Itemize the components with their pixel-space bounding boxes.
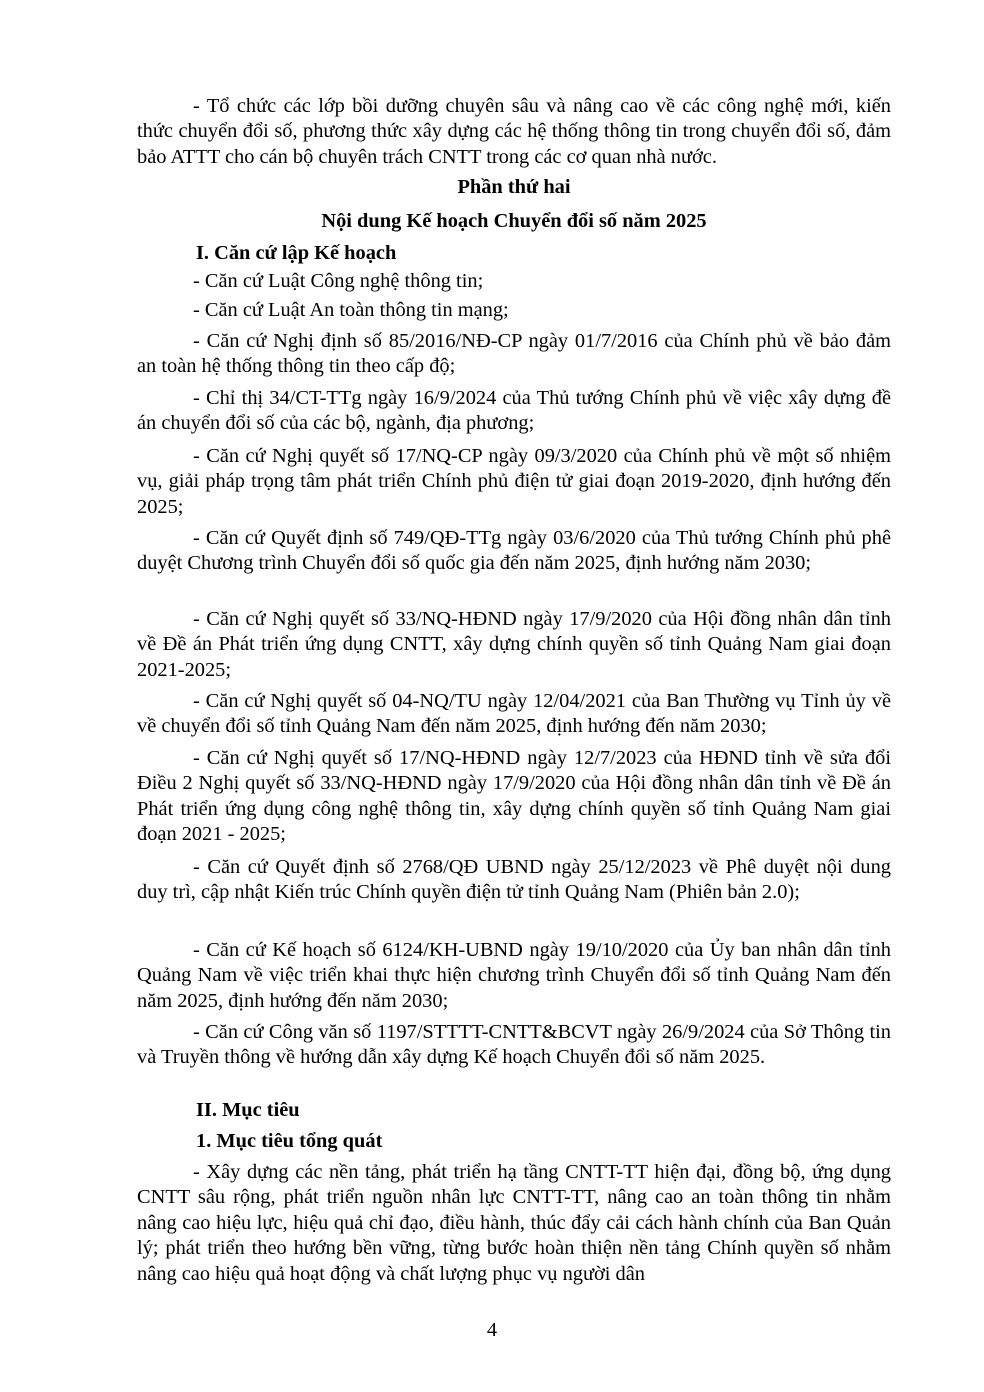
paragraph: - Căn cứ Nghị quyết số 04-NQ/TU ngày 12/04/2021 của Ban Thường vụ Tỉnh ủy về về chuyển đổi số tỉnh Quảng Nam đến năm 2025, định hướng đến năm 2030; xyxy=(137,690,891,738)
paragraph: - Căn cứ Nghị quyết số 17/NQ-HĐND ngày 12/7/2023 của HĐND tỉnh về sửa đổi Điều 2 Nghị quyết số 33/NQ-HĐND ngày 17/9/2020 của Hội đồng nhân dân tỉnh về Đề án Phát triển ứng dụng công nghệ thông tin, xây dựng chính quyền số tỉnh Quảng Nam giai đoạn 2021 - 2025; xyxy=(137,747,891,846)
paragraph: - Căn cứ Quyết định số 2768/QĐ UBND ngày 25/12/2023 về Phê duyệt nội dung duy trì, cập nhật Kiến trúc Chính quyền điện tử tỉnh Quảng Nam (Phiên bản 2.0); xyxy=(137,856,891,904)
paragraph: - Căn cứ Nghị định số 85/2016/NĐ-CP ngày 01/7/2016 của Chính phủ về bảo đảm an toàn hệ thống thông tin theo cấp độ; xyxy=(137,330,891,378)
paragraph: - Căn cứ Công văn số 1197/STTTT-CNTT&BCVT ngày 26/9/2024 của Sở Thông tin và Truyền thông về hướng dẫn xây dựng Kế hoạch Chuyển đổi số năm 2025. xyxy=(137,1021,891,1069)
subsection-heading-general: 1. Mục tiêu tổng quát xyxy=(196,1130,383,1152)
paragraph: - Căn cứ Nghị quyết số 33/NQ-HĐND ngày 17/9/2020 của Hội đồng nhân dân tỉnh về Đề án Phát triển ứng dụng CNTT, xây dựng chính quyền số tỉnh Quảng Nam giai đoạn 2021-2025; xyxy=(137,608,891,681)
section-heading-objectives: II. Mục tiêu xyxy=(196,1099,300,1121)
paragraph: - Căn cứ Luật Công nghệ thông tin; xyxy=(193,270,484,292)
paragraph: - Chỉ thị 34/CT-TTg ngày 16/9/2024 của Thủ tướng Chính phủ về việc xây dựng đề án chuyển đổi số của các bộ, ngành, địa phương; xyxy=(137,387,891,435)
paragraph: - Căn cứ Luật An toàn thông tin mạng; xyxy=(193,299,509,321)
plan-title: Nội dung Kế hoạch Chuyển đổi số năm 2025 xyxy=(321,210,707,232)
paragraph: - Căn cứ Kế hoạch số 6124/KH-UBND ngày 19/10/2020 của Ủy ban nhân dân tỉnh Quảng Nam về việc triển khai thực hiện chương trình Chuyển đổi số tỉnh Quảng Nam đến năm 2025, định hướng đến năm 2030; xyxy=(137,939,891,1012)
page-number: 4 xyxy=(486,1319,498,1341)
part-title: Phần thứ hai xyxy=(457,176,571,198)
paragraph: - Tổ chức các lớp bồi dưỡng chuyên sâu và nâng cao về các công nghệ mới, kiến thức chuyển đổi số, phương thức xây dựng các hệ thống thông tin trong chuyển đổi số, đảm bảo ATTT cho cán bộ chuyên trách CNTT trong các cơ quan nhà nước. xyxy=(137,95,891,168)
paragraph: - Xây dựng các nền tảng, phát triển hạ tầng CNTT-TT hiện đại, đồng bộ, ứng dụng CNTT sâu rộng, phát triển nguồn nhân lực CNTT-TT, nâng cao an toàn thông tin nhằm nâng cao hiệu lực, hiệu quả chỉ đạo, điều hành, thúc đẩy cải cách hành chính của Ban Quản lý; phát triển theo hướng bền vững, từng bước hoàn thiện nền tảng Chính quyền số nhằm nâng cao hiệu quả hoạt động và chất lượng phục vụ người dân xyxy=(137,1161,891,1285)
paragraph: - Căn cứ Quyết định số 749/QĐ-TTg ngày 03/6/2020 của Thủ tướng Chính phủ phê duyệt Chương trình Chuyển đổi số quốc gia đến năm 2025, định hướng năm 2030; xyxy=(137,527,891,575)
section-heading-basis: I. Căn cứ lập Kế hoạch xyxy=(196,242,397,264)
paragraph: - Căn cứ Nghị quyết số 17/NQ-CP ngày 09/3/2020 của Chính phủ về một số nhiệm vụ, giải pháp trọng tâm phát triển Chính phủ điện tử giai đoạn 2019-2020, định hướng đến 2025; xyxy=(137,445,891,518)
